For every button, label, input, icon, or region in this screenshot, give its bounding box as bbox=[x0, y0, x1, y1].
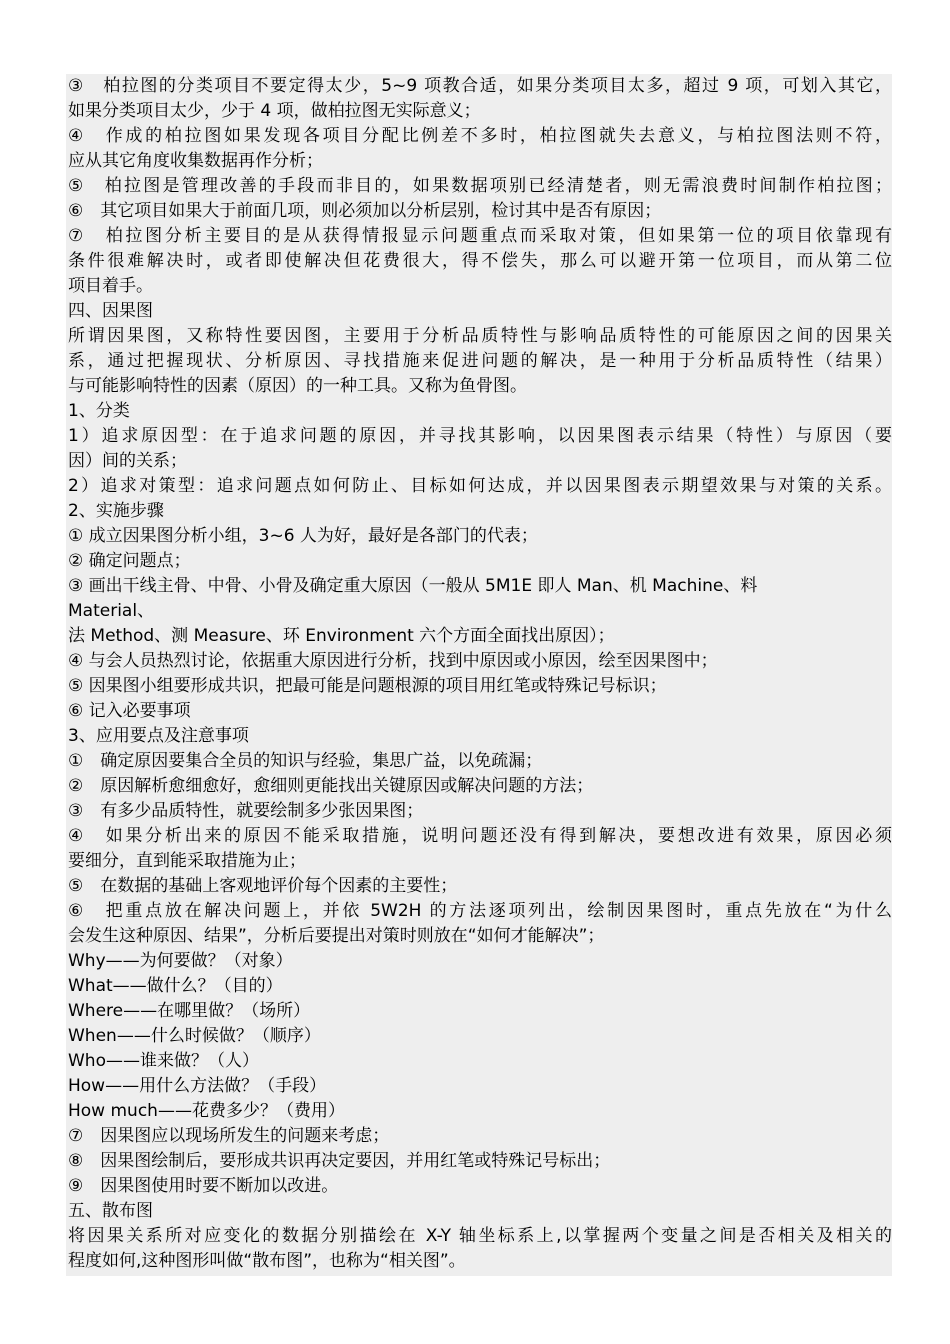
text-line: 与可能影响特性的因素（原因）的一种工具。又称为鱼骨图。 bbox=[68, 376, 527, 396]
text-line: ④ 与会人员热烈讨论，依据重大原因进行分析，找到中原因或小原因，绘至因果图中； bbox=[68, 651, 718, 671]
text-line: 因）间的关系； bbox=[68, 451, 187, 471]
text-line: 应从其它角度收集数据再作分析； bbox=[68, 151, 323, 171]
text-line: ④ 如果分析出来的原因不能采取措施，说明问题还没有得到解决，要想改进有效果，原因必须 bbox=[68, 826, 892, 846]
text-line: ③ 柏拉图的分类项目不要定得太少，5~9 项教合适，如果分类项目太多，超过 9 项，可划入其它， bbox=[68, 76, 892, 96]
text-line: ② 确定问题点； bbox=[68, 551, 191, 571]
text-line: Why——为何要做？（对象） bbox=[68, 951, 293, 971]
text-line: ⑧ 因果图绘制后，要形成共识再决定要因，并用红笔或特殊记号标出； bbox=[68, 1151, 611, 1171]
text-line: ⑦ 柏拉图分析主要目的是从获得情报显示问题重点而采取对策，但如果第一位的项目依靠现有 bbox=[68, 226, 892, 246]
section-heading: 四、因果图 bbox=[68, 301, 153, 321]
text-line: 系，通过把握现状、分析原因、寻找措施来促进问题的解决，是一种用于分析品质特性（结果） bbox=[68, 351, 892, 371]
text-line: 1）追求原因型：在于追求问题的原因，并寻找其影响，以因果图表示结果（特性）与原因（要 bbox=[68, 426, 892, 446]
text-line: ⑦ 因果图应以现场所发生的问题来考虑； bbox=[68, 1126, 390, 1146]
text-line: 所谓因果图，又称特性要因图，主要用于分析品质特性与影响品质特性的可能原因之间的因果关 bbox=[68, 326, 892, 346]
text-line: 如果分类项目太少，少于 4 项，做柏拉图无实际意义； bbox=[68, 101, 481, 121]
document-text-block bbox=[66, 74, 892, 1276]
text-line: ③ 有多少品质特性，就要绘制多少张因果图； bbox=[68, 801, 424, 821]
text-line: 项目着手。 bbox=[68, 276, 153, 296]
text-line: 要细分，直到能采取措施为止； bbox=[68, 851, 306, 871]
text-line: How much——花费多少？（费用） bbox=[68, 1101, 345, 1121]
subsection-heading: 3、应用要点及注意事项 bbox=[68, 726, 249, 746]
text-line: ⑨ 因果图使用时要不断加以改进。 bbox=[68, 1176, 339, 1196]
text-line: ⑤ 因果图小组要形成共识，把最可能是问题根源的项目用红笔或特殊记号标识； bbox=[68, 676, 667, 696]
text-line: Where——在哪里做？（场所） bbox=[68, 1001, 311, 1021]
text-line: Who——谁来做？（人） bbox=[68, 1051, 259, 1071]
text-line: ⑥ 把重点放在解决问题上，并依 5W2H 的方法逐项列出，绘制因果图时，重点先放在“为什么 bbox=[68, 901, 892, 921]
text-line: ① 确定原因要集合全员的知识与经验，集思广益，以免疏漏； bbox=[68, 751, 543, 771]
text-line: ⑥ 其它项目如果大于前面几项，则必须加以分析层别，检讨其中是否有原因； bbox=[68, 201, 662, 221]
text-line: What——做什么？（目的） bbox=[68, 976, 283, 996]
text-line: 会发生这种原因、结果”，分析后要提出对策时则放在“如何才能解决”； bbox=[68, 926, 605, 946]
subsection-heading: 1、分类 bbox=[68, 401, 130, 421]
text-line: 程度如何,这种图形叫做“散布图”，也称为“相关图”。 bbox=[68, 1251, 466, 1271]
text-line: ① 成立因果图分析小组，3~6 人为好，最好是各部门的代表； bbox=[68, 526, 538, 546]
text-line: ② 原因解析愈细愈好，愈细则更能找出关键原因或解决问题的方法； bbox=[68, 776, 594, 796]
text-line: 条件很难解决时，或者即使解决但花费很大，得不偿失，那么可以避开第一位项目，而从第二位 bbox=[68, 251, 892, 271]
text-line: 将因果关系所对应变化的数据分别描绘在 X-Y 轴坐标系上,以掌握两个变量之间是否相关及相关的 bbox=[68, 1226, 892, 1246]
text-line: ⑥ 记入必要事项 bbox=[68, 701, 191, 721]
text-line: How——用什么方法做？（手段） bbox=[68, 1076, 327, 1096]
text-line: ⑤ 柏拉图是管理改善的手段而非目的，如果数据项别已经清楚者，则无需浪费时间制作柏拉图； bbox=[68, 176, 892, 196]
text-line: 法 Method、测 Measure、环 Environment 六个方面全面找出原因）； bbox=[68, 626, 615, 646]
text-line: Material、 bbox=[68, 601, 155, 621]
text-line: 2）追求对策型：追求问题点如何防止、目标如何达成，并以因果图表示期望效果与对策的关系。 bbox=[68, 476, 892, 496]
text-line: When——什么时候做？（顺序） bbox=[68, 1026, 321, 1046]
text-line: ⑤ 在数据的基础上客观地评价每个因素的主要性； bbox=[68, 876, 458, 896]
section-heading: 五、散布图 bbox=[68, 1201, 153, 1221]
text-line: ③ 画出干线主骨、中骨、小骨及确定重大原因（一般从 5M1E 即人 Man、机 Machine、料 bbox=[68, 576, 758, 596]
text-line: ④ 作成的柏拉图如果发现各项目分配比例差不多时，柏拉图就失去意义，与柏拉图法则不符， bbox=[68, 126, 892, 146]
subsection-heading: 2、实施步骤 bbox=[68, 501, 164, 521]
